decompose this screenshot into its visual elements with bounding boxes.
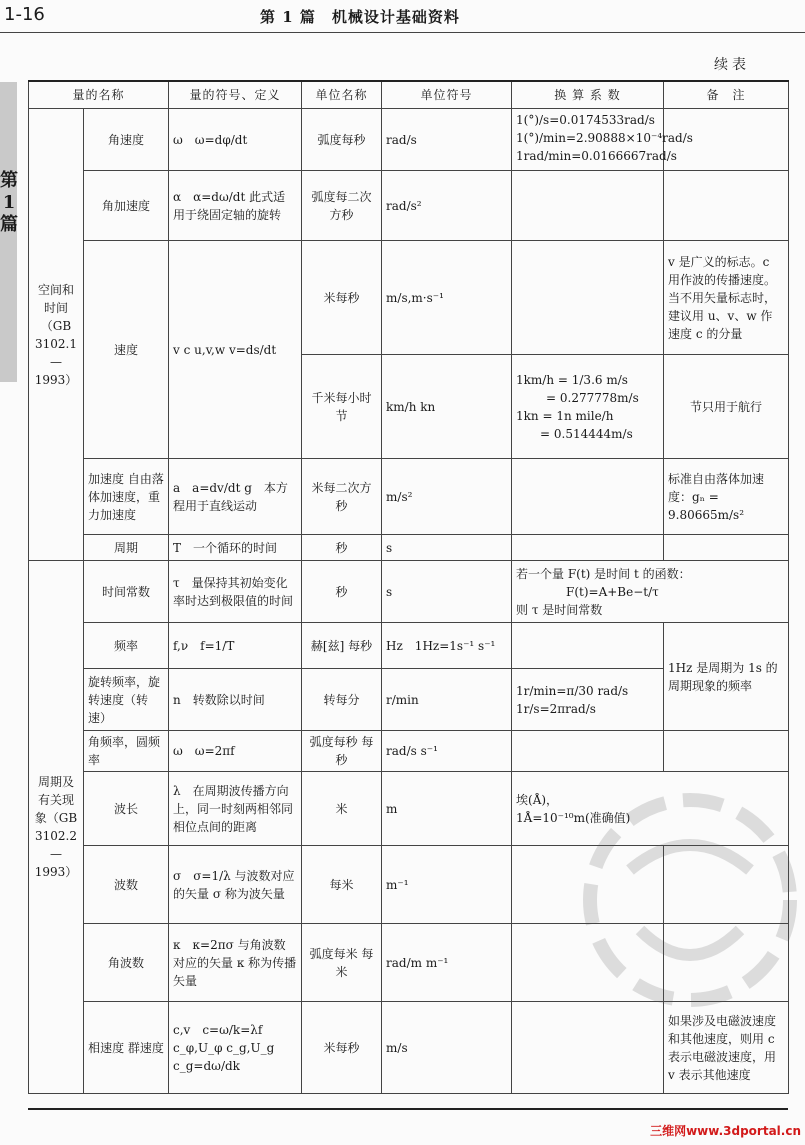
table-row <box>29 459 789 535</box>
note: v 是广义的标志。c 用作波的传播速度。当不用矢量标志时，建议用 u、v、w 作速度 c 的分量 <box>664 241 789 355</box>
quantity-name: 周期 <box>84 535 169 561</box>
unit-name: 米每二次方秒 <box>302 459 382 535</box>
conversion-line: = 0.514444m/s <box>540 426 633 441</box>
unit-name: 弧度每秒 <box>302 109 382 171</box>
side-tab-char: 第 <box>0 170 18 191</box>
conversion-line: 则 τ 是时间常数 <box>516 602 603 617</box>
quantity-definition: ω ω=2πf <box>169 731 302 772</box>
conversion <box>512 623 664 669</box>
unit-symbol: m⁻¹ <box>382 846 512 924</box>
page-title: 第 1 篇 机械设计基础资料 <box>260 8 460 26</box>
table-row <box>29 731 789 772</box>
unit-name: 弧度每二次方秒 <box>302 171 382 241</box>
quantity-name: 时间常数 <box>84 561 169 623</box>
quantity-definition: λ 在周期波传播方向上，同一时刻两相邻同相位点间的距离 <box>169 772 302 846</box>
unit-symbol: rad/m m⁻¹ <box>382 924 512 1002</box>
note: 1Hz 是周期为 1s 的周期现象的频率 <box>664 623 789 731</box>
quantity-name: 角频率，圆频率 <box>84 731 169 772</box>
table-row <box>29 561 789 623</box>
quantity-definition: α α=dω/dt 此式适用于绕固定轴的旋转 <box>169 171 302 241</box>
note <box>664 535 789 561</box>
conversion <box>512 109 693 171</box>
quantity-name: 角波数 <box>84 924 169 1002</box>
quantity-definition: τ 量保持其初始变化率时达到极限值的时间 <box>169 561 302 623</box>
conversion <box>512 459 664 535</box>
table-row <box>29 535 789 561</box>
quantity-name: 频率 <box>84 623 169 669</box>
footer-logo: 三维网www.3dportal.cn <box>650 1124 801 1138</box>
conversion-line: 1Å=10⁻¹⁰m(准确值) <box>516 810 631 825</box>
col-header-name: 量的名称 <box>29 81 169 109</box>
quantity-definition: σ σ=1/λ 与波数对应的矢量 σ 称为波矢量 <box>169 846 302 924</box>
conversion-line: 1r/s=2πrad/s <box>516 701 596 716</box>
unit-symbol: Hz 1Hz=1s⁻¹ s⁻¹ <box>382 623 512 669</box>
group-label: 空间和时间（GB 3102.1—1993） <box>29 109 84 561</box>
conversion <box>512 241 664 355</box>
conversion-line: 若一个量 F(t) 是时间 t 的函数： <box>516 566 691 581</box>
col-header-definition: 量的符号、定义 <box>169 81 302 109</box>
side-tab-text <box>0 170 18 236</box>
conversion <box>512 355 664 459</box>
conversion <box>512 669 664 731</box>
side-tab-char: 1 <box>2 192 16 213</box>
unit-name: 弧度每米 每米 <box>302 924 382 1002</box>
quantity-name: 角速度 <box>84 109 169 171</box>
col-header-conversion: 换 算 系 数 <box>512 81 664 109</box>
unit-name: 赫[兹] 每秒 <box>302 623 382 669</box>
unit-symbol: s <box>382 535 512 561</box>
conversion-line: = 0.277778m/s <box>546 390 639 405</box>
note: 节只用于航行 <box>664 355 789 459</box>
group-label: 周期及有关现象（GB 3102.2—1993） <box>29 561 84 1094</box>
unit-symbol: m/s,m·s⁻¹ <box>382 241 512 355</box>
unit-name: 米每秒 <box>302 241 382 355</box>
bottom-rule <box>28 1108 788 1110</box>
quantity-name: 相速度 群速度 <box>84 1002 169 1094</box>
quantity-definition: ω ω=dφ/dt <box>169 109 302 171</box>
quantity-definition: a a=dv/dt g 本方程用于直线运动 <box>169 459 302 535</box>
continued-label: 续表 <box>714 57 750 73</box>
unit-name: 弧度每秒 每秒 <box>302 731 382 772</box>
unit-symbol: m <box>382 772 512 846</box>
unit-symbol: r/min <box>382 669 512 731</box>
note <box>664 171 789 241</box>
conversion <box>512 731 664 772</box>
header-rule <box>0 32 805 33</box>
quantity-name: 波长 <box>84 772 169 846</box>
unit-name: 千米每小时 节 <box>302 355 382 459</box>
conversion-line: 1kn = 1n mile/h <box>516 408 614 423</box>
col-header-unit-symbol: 单位符号 <box>382 81 512 109</box>
col-header-note: 备 注 <box>664 81 789 109</box>
conversion-line: 1(°)/s=0.0174533rad/s <box>516 113 655 127</box>
unit-symbol: km/h kn <box>382 355 512 459</box>
unit-name: 秒 <box>302 561 382 623</box>
quantity-name: 波数 <box>84 846 169 924</box>
quantity-definition: v c u,v,w v=ds/dt <box>169 241 302 459</box>
unit-symbol: rad/s <box>382 109 512 171</box>
quantity-definition: c,v c=ω/k=λf c_φ,U_φ c_g,U_g c_g=dω/dk <box>169 1002 302 1094</box>
quantity-name: 旋转频率，旋转速度（转速） <box>84 669 169 731</box>
quantity-definition: κ κ=2πσ 与角波数对应的矢量 κ 称为传播矢量 <box>169 924 302 1002</box>
unit-symbol: rad/s² <box>382 171 512 241</box>
table-row <box>29 241 789 355</box>
unit-name: 秒 <box>302 535 382 561</box>
conversion-line: 1r/min=π/30 rad/s <box>516 683 629 698</box>
unit-symbol: m/s <box>382 1002 512 1094</box>
side-tab-char: 篇 <box>0 214 18 235</box>
note: 标准自由落体加速度：gₙ = 9.80665m/s² <box>664 459 789 535</box>
quantity-definition: f,ν f=1/T <box>169 623 302 669</box>
note <box>664 731 789 772</box>
conversion-line: 埃(Å)， <box>516 792 559 807</box>
table-row <box>29 109 789 171</box>
unit-symbol: s <box>382 561 512 623</box>
unit-symbol: m/s² <box>382 459 512 535</box>
quantity-definition: n 转数除以时间 <box>169 669 302 731</box>
watermark-seal <box>560 780 805 1020</box>
quantity-name: 加速度 自由落体加速度，重力加速度 <box>84 459 169 535</box>
note: 如果涉及电磁波速度和其他速度，则用 c 表示电磁波速度，用 v 表示其他速度 <box>664 1002 789 1094</box>
unit-name: 每米 <box>302 846 382 924</box>
unit-name: 米 <box>302 772 382 846</box>
unit-name: 米每秒 <box>302 1002 382 1094</box>
page-number: 1-16 <box>4 4 45 25</box>
conversion <box>512 171 664 241</box>
conversion <box>512 561 789 623</box>
unit-symbol: rad/s s⁻¹ <box>382 731 512 772</box>
conversion <box>512 535 664 561</box>
unit-name: 转每分 <box>302 669 382 731</box>
quantity-definition: T 一个循环的时间 <box>169 535 302 561</box>
table-row <box>29 623 789 669</box>
quantity-name: 角加速度 <box>84 171 169 241</box>
conversion-line: 1km/h = 1/3.6 m/s <box>516 372 628 387</box>
conversion-line: F(t)=A+Be−t/τ <box>566 584 659 599</box>
col-header-unit-name: 单位名称 <box>302 81 382 109</box>
conversion-line: 1rad/min=0.0166667rad/s <box>516 149 677 163</box>
table-header-row <box>29 81 789 109</box>
table-row <box>29 171 789 241</box>
quantity-name: 速度 <box>84 241 169 459</box>
conversion-line: 1(°)/min=2.90888×10⁻⁴rad/s <box>516 131 693 145</box>
